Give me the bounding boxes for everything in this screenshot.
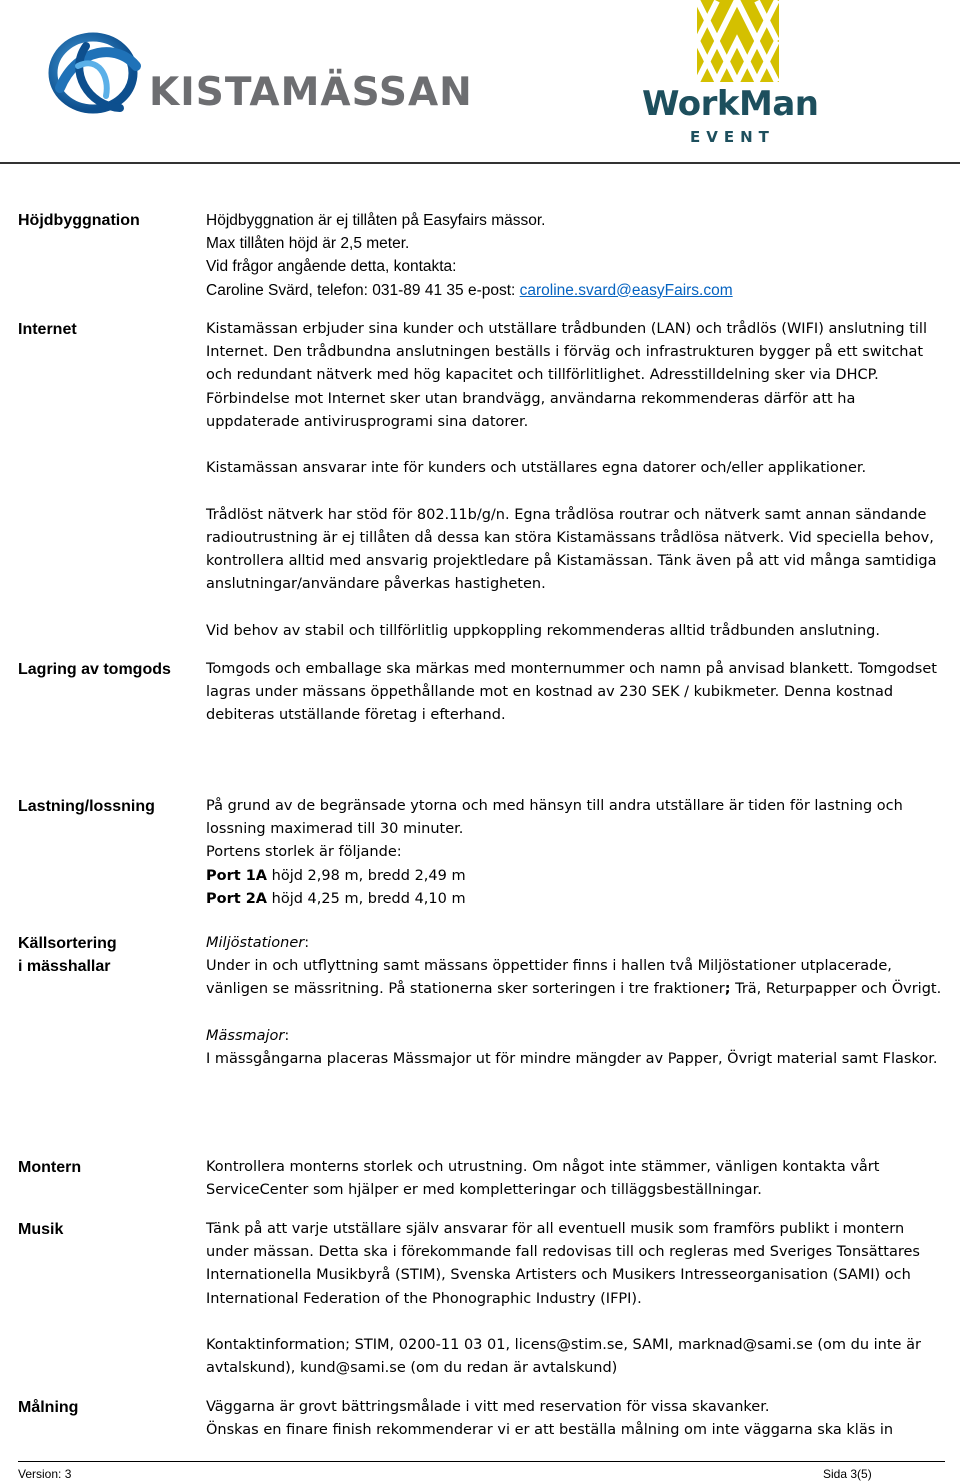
footer-page-number: Sida 3(5): [823, 1467, 872, 1481]
paragraph: Vid behov av stabil och tillförlitlig uppkoppling rekommenderas alltid trådbunden anslutning.: [206, 622, 880, 639]
contact-email-link[interactable]: caroline.svard@easyFairs.com: [519, 281, 733, 299]
subheading-title: Miljöstationer: [206, 935, 305, 951]
footer-divider: [18, 1461, 945, 1462]
subheading: [206, 1025, 951, 1048]
paragraph: Tomgods och emballage ska märkas med monternummer och namn på anvisad blankett. Tomgodset lagras under mässans öppethållande mot en kostnad av 230 SEK / kubikmeter. Denna kostnad debiteras utställande företag i efterhand.: [206, 661, 937, 724]
port-dimensions: höjd 2,98 m, bredd 2,49 m: [267, 867, 466, 884]
paragraph: I mässgångarna placeras Mässmajor ut för mindre mängder av Papper, Övrigt material samt Flaskor.: [206, 1051, 938, 1067]
page-header: [0, 0, 960, 165]
workman-logo-text: WorkMan: [642, 84, 819, 124]
paragraph: Trådlöst nätverk har stöd för 802.11b/g/n. Egna trådlösa routrar och nätverk samt annan sändande radioutrustning är ej tillåten då dessa kan störa Kistamässans trådlösa nätverk. Vid speciella behov, kontrollera alltid med ansvarig projektledare på Kistamässan. Tänk även på att vid många samtidiga anslutningar/användare påverkas hastigheten.: [206, 506, 937, 593]
section-label: [18, 932, 198, 978]
footer-version: Version: 3: [18, 1467, 72, 1481]
section-label: Lagring av tomgods: [18, 661, 171, 678]
section-content: [206, 209, 951, 302]
section-content: [206, 658, 951, 728]
section-label: Höjdbyggnation: [18, 212, 140, 229]
semicolon: ;: [724, 981, 731, 998]
paragraph: Tänk på att varje utställare själv ansvarar för all eventuell musik som framförs publikt i montern under mässan. Detta ska i förekommande fall redovisas till och regleras med Sveriges Tonsättares Internationella Musikbyrå (STIM), Svenska Artisters och Musikers Intresseorganisation (SAMI) och International Federation of the Phonographic Industry (IFPI).: [206, 1221, 920, 1307]
paragraph: Väggarna är grovt bättringsmålade i vitt med reservation för vissa skavanker.: [206, 1399, 770, 1415]
section-label: Lastning/lossning: [18, 798, 155, 815]
kistamassan-logo-text: KISTAMÄSSAN: [149, 70, 473, 115]
text-line: Vid frågor angående detta, kontakta:: [206, 258, 457, 276]
section-content: [206, 795, 951, 911]
paragraph: Önskas en finare finish rekommenderar vi er att beställa målning om inte väggarna ska kläs in: [206, 1422, 894, 1439]
port-dimensions: höjd 4,25 m, bredd 4,10 m: [267, 890, 466, 907]
port-1a-line: [206, 865, 951, 888]
workman-event-logo: [640, 0, 840, 150]
subheading-colon: :: [304, 935, 310, 951]
subheading-colon: :: [284, 1027, 290, 1044]
section-label: Målning: [18, 1399, 79, 1416]
text-line: Höjdbyggnation är ej tillåten på Easyfairs mässor.: [206, 212, 546, 229]
section-content: [206, 1396, 951, 1442]
paragraph: Kontaktinformation; STIM, 0200-11 03 01, licens@stim.se, SAMI, marknad@sami.se (om du inte är avtalskund), kund@sami.se (om du redan är avtalskund): [206, 1337, 921, 1377]
workman-event-text: EVENT: [690, 128, 775, 146]
port-2a-line: [206, 888, 951, 911]
section-content: [206, 932, 951, 1071]
section-content: [206, 318, 951, 643]
paragraph: Kistamässan ansvarar inte för kunders och utställares egna datorer och/eller applikationer.: [206, 460, 867, 477]
kistamassan-logo: [48, 26, 478, 121]
port-label: Port 1A: [206, 867, 268, 884]
section-label: Internet: [18, 321, 77, 338]
text-line: Max tillåten höjd är 2,5 meter.: [206, 235, 410, 253]
subheading: [206, 932, 951, 955]
paragraph: [206, 955, 951, 1001]
paragraph: Kontrollera monterns storlek och utrustning. Om något inte stämmer, vänligen kontakta vårt ServiceCenter som hjälper er med kompletteringar och tilläggsbeställningar.: [206, 1159, 880, 1199]
kistamassan-globe-icon: [48, 26, 143, 121]
label-line: i mässhallar: [18, 958, 111, 975]
section-label: Musik: [18, 1221, 64, 1238]
label-line: Källsortering: [18, 935, 117, 952]
paragraph-text: Under in och utflyttning samt mässans öppettider finns i hallen två Miljöstationer utplacerade, vänligen se mässritning. På stationerna sker sorteringen i tre fraktioner: [206, 958, 892, 998]
workman-emblem-icon: [640, 0, 840, 90]
port-label: Port 2A: [206, 890, 268, 907]
contact-text: Caroline Svärd, telefon: 031-89 41 35 e-post:: [206, 281, 520, 299]
paragraph: Portens storlek är följande:: [206, 844, 402, 861]
section-label: Montern: [18, 1159, 82, 1176]
contact-line: [206, 279, 951, 302]
section-content: [206, 1156, 951, 1202]
subheading-title: Mässmajor: [206, 1027, 285, 1044]
section-content: [206, 1218, 951, 1380]
header-divider: [0, 162, 960, 164]
paragraph: På grund av de begränsade ytorna och med hänsyn till andra utställare är tiden för lastning och lossning maximerad till 30 minuter.: [206, 798, 903, 838]
paragraph: Kistamässan erbjuder sina kunder och utställare trådbunden (LAN) och trådlös (WIFI) anslutning till Internet. Den trådbundna anslutningen beställs i förväg och infrastrukturen bygger på ett switchat och redundant nätverk med hög kapacitet och tillförlitlighet. Adresstilldelning sker via DHCP. Förbindelse mot Internet sker utan brandvägg, användarna rekommenderas därför att ha uppdaterade antivirusprogrami sina datorer.: [206, 321, 927, 430]
paragraph-text: Trä, Returpapper och Övrigt.: [730, 981, 942, 998]
